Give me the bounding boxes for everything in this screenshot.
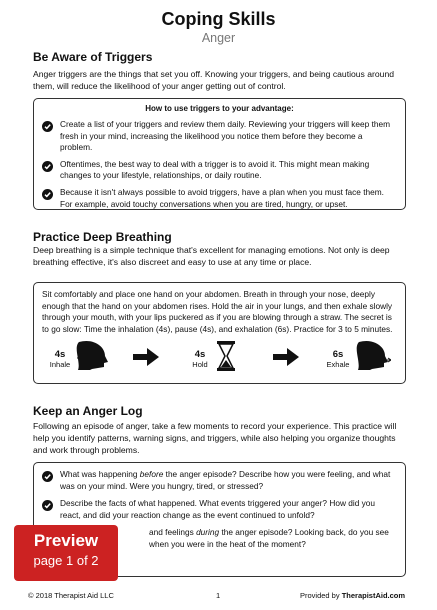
triggers-box [33,98,406,210]
footer-copyright: © 2018 Therapist Aid LLC [28,591,114,600]
triggers-intro: Anger triggers are the things that set you off. Knowing your triggers, and being cautious around them, will reduce the likelihood of your anger getting out of control. [33,69,395,91]
preview-badge[interactable] [14,525,118,581]
log-heading: Keep an Anger Log [33,404,143,418]
log-intro: Following an episode of anger, take a few moments to record your experience. This practice will help you identify patterns, warning signs, and triggers, while also helping you organize thoughts and work through problems. [33,421,397,455]
breathing-heading: Practice Deep Breathing [33,230,172,244]
list-item: Oftentimes, the best way to deal with a trigger is to avoid it. This might mean making changes to your lifestyle, relationships, or daily routine. [34,159,405,182]
footer-page-number: 1 [216,591,221,600]
breathing-instructions: Sit comfortably and place one hand on your abdomen. Breath in through your nose, deeply enough that the hand on your abdomen rises. Hold the air in your lungs, and then exhale slowly through your mouth, with your lips puckered as if you are blowing through a straw. The secret is to go slow: Time the inhalation (4s), pause (4s), and exhalation (6s). Practice for 3 to 5 minutes. [42,289,393,334]
list-item: Describe the facts of what happened. What events triggered your anger? How did you react, and did your reaction change as the event continued to unfold? [34,498,405,521]
list-item: Because it isn't always possible to avoid triggers, have a plan when you must face them. For example, avoid touchy conversations when you are tired, hungry, or upset. [34,187,405,210]
triggers-heading: Be Aware of Triggers [33,50,153,64]
arrow-right-icon [133,348,159,366]
head-inhale-icon [75,340,109,370]
hourglass-icon [217,341,235,371]
footer-provided-by: Provided by TherapistAid.com [300,591,406,600]
preview-page-count: page 1 of 2 [33,553,99,568]
hold-step: 4s Hold [192,349,208,369]
list-item: Create a list of your triggers and review them daily. Reviewing your triggers will keep them fresh in your mind, increasing the likelihood you notice them before they become a problem. [34,119,405,154]
check-circle-icon [42,189,53,200]
check-circle-icon [42,471,53,482]
page-title: Coping Skills [161,9,276,29]
preview-label: Preview [33,531,99,550]
brand-link[interactable]: TherapistAid.com [341,591,406,600]
head-exhale-icon [355,340,391,370]
exhale-step: 6s Exhale [326,349,350,369]
check-circle-icon [42,161,53,172]
check-circle-icon [42,500,53,511]
list-item: What was happening before the anger episode? Describe how you were feeling, and what was on your mind. Were you hungry, tired, or stressed? [34,469,405,492]
page-subtitle: Anger [201,31,236,45]
inhale-step: 4s Inhale [49,349,71,369]
list-item: and feelings during the anger episode? Looking back, do you see when you were in the heat of the moment? [34,527,405,550]
triggers-box-title: How to use triggers to your advantage: [145,104,294,113]
breathing-intro: Deep breathing is a simple technique that's excellent for managing emotions. Not only is deep breathing effective, it's also discreet and easy to use at any time or place. [33,245,390,267]
arrow-right-icon [273,348,299,366]
check-circle-icon [42,121,53,132]
